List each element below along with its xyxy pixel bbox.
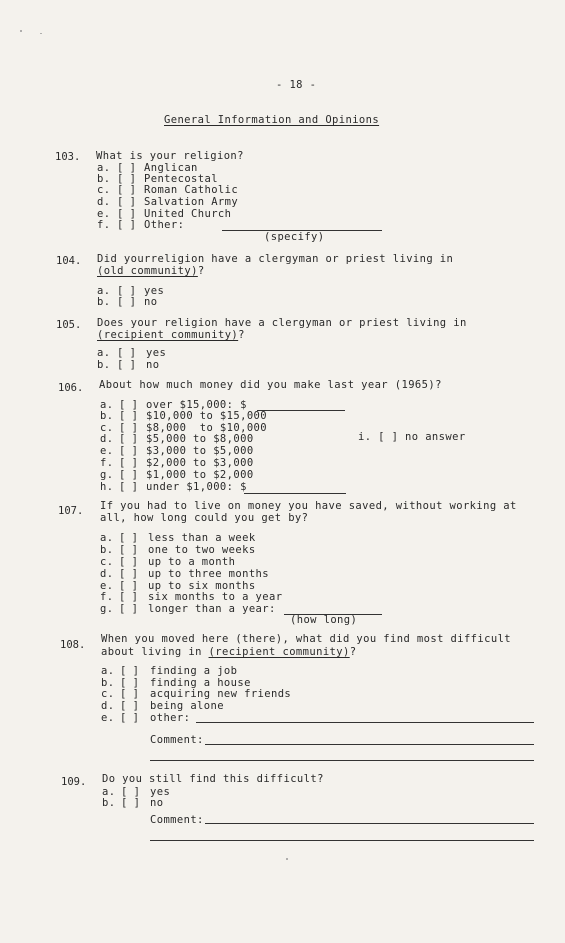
option-label: yes <box>144 285 165 297</box>
paper-speck <box>20 30 22 32</box>
question-text: What is your religion? <box>96 150 244 162</box>
checkbox[interactable]: [ ] <box>119 457 138 469</box>
option-label: Pentecostal <box>144 173 218 185</box>
option-letter: d. <box>97 196 111 208</box>
option-label: $10,000 to $15,000 <box>146 410 267 422</box>
option-label: six months to a year <box>148 591 283 603</box>
checkbox[interactable]: [ ] <box>121 797 140 809</box>
checkbox[interactable]: [ ] <box>119 469 138 481</box>
option-letter: e. <box>100 445 114 457</box>
option-letter: c. <box>97 184 111 196</box>
question-number: 104. <box>56 255 82 267</box>
comment-line[interactable] <box>205 823 534 824</box>
option-label: yes <box>146 347 167 359</box>
checkbox[interactable]: [ ] <box>119 580 138 592</box>
question-number: 107. <box>58 505 84 517</box>
comment-label: Comment: <box>150 814 204 826</box>
checkbox[interactable]: [ ] <box>117 208 136 220</box>
option-label: $5,000 to $8,000 <box>146 433 254 445</box>
option-label: longer than a year: <box>148 603 276 615</box>
question-number: 106. <box>58 382 84 394</box>
checkbox[interactable]: [ ] <box>119 410 138 422</box>
checkbox[interactable]: [ ] <box>119 445 138 457</box>
option-label: finding a job <box>150 665 238 677</box>
checkbox[interactable]: [ ] <box>117 162 136 174</box>
option-label: no <box>150 797 164 809</box>
option-label: yes <box>150 786 171 798</box>
comment-line[interactable] <box>150 760 534 761</box>
checkbox[interactable]: [ ] <box>119 544 138 556</box>
question-text: Does your religion have a clergyman or priest living in <box>97 317 467 329</box>
answer-line[interactable] <box>244 493 346 494</box>
option-letter: d. <box>100 568 114 580</box>
question-text-line2: (old community)? <box>97 265 205 277</box>
answer-line[interactable] <box>196 722 534 723</box>
checkbox[interactable]: [ ] <box>120 665 139 677</box>
option-letter: h. <box>100 481 114 493</box>
comment-line[interactable] <box>205 744 534 745</box>
option-letter: a. <box>97 347 111 359</box>
community-placeholder: (old community) <box>97 265 198 277</box>
checkbox[interactable]: [ ] <box>117 173 136 185</box>
option-letter: d. <box>100 433 114 445</box>
question-text-line2: (recipient community)? <box>97 329 245 341</box>
question-text: Do you still find this difficult? <box>102 773 324 785</box>
option-label: finding a house <box>150 677 251 689</box>
option-letter: a. <box>100 399 114 411</box>
how-long-caption: (how long) <box>290 614 358 626</box>
page-number: - 18 - <box>276 79 317 91</box>
question-text: When you moved here (there), what did you find most difficult <box>101 633 512 645</box>
option-letter: c. <box>100 556 114 568</box>
checkbox[interactable]: [ ] <box>119 532 138 544</box>
question-number: 108. <box>60 639 86 651</box>
question-number: 105. <box>56 319 82 331</box>
option-letter: b. <box>102 797 116 809</box>
specify-caption: (specify) <box>264 231 325 243</box>
checkbox[interactable]: [ ] <box>117 219 136 231</box>
checkbox[interactable]: [ ] <box>120 700 139 712</box>
option-letter: b. <box>101 677 115 689</box>
option-letter: e. <box>101 712 115 724</box>
option-letter: f. <box>100 591 114 603</box>
option-letter: g. <box>100 469 114 481</box>
option-letter: e. <box>100 580 114 592</box>
option-letter: b. <box>97 296 111 308</box>
comment-label: Comment: <box>150 734 204 746</box>
option-label: $3,000 to $5,000 <box>146 445 254 457</box>
option-label: no <box>144 296 158 308</box>
option-label: no <box>146 359 160 371</box>
option-label: under $1,000: $ <box>146 481 247 493</box>
option-letter: f. <box>100 457 114 469</box>
checkbox[interactable]: [ ] <box>117 296 136 308</box>
option-label: Anglican <box>144 162 198 174</box>
option-letter: g. <box>100 603 114 615</box>
no-answer-option[interactable]: i. [ ] no answer <box>358 431 466 443</box>
option-label: up to six months <box>148 580 256 592</box>
option-label: United Church <box>144 208 232 220</box>
option-letter: e. <box>97 208 111 220</box>
checkbox[interactable]: [ ] <box>119 556 138 568</box>
answer-line[interactable] <box>257 410 345 411</box>
question-number: 103. <box>55 151 81 163</box>
option-label: Roman Catholic <box>144 184 239 196</box>
paper-speck <box>40 33 42 34</box>
option-letter: b. <box>100 410 114 422</box>
option-letter: b. <box>97 173 111 185</box>
option-label: one to two weeks <box>148 544 256 556</box>
option-label: Salvation Army <box>144 196 239 208</box>
paper-speck <box>286 858 288 860</box>
option-label: being alone <box>150 700 224 712</box>
option-label: Other: <box>144 219 185 231</box>
option-letter: d. <box>101 700 115 712</box>
option-letter: a. <box>97 162 111 174</box>
option-label: $1,000 to $2,000 <box>146 469 254 481</box>
checkbox[interactable]: [ ] <box>117 347 136 359</box>
question-text-line2: about living in (recipient community)? <box>101 646 357 658</box>
checkbox[interactable]: [ ] <box>117 359 136 371</box>
option-label: up to three months <box>148 568 269 580</box>
option-letter: a. <box>97 285 111 297</box>
option-letter: c. <box>100 422 114 434</box>
checkbox[interactable]: [ ] <box>119 481 138 493</box>
option-letter: a. <box>102 786 116 798</box>
community-placeholder: (recipient community) <box>97 329 239 341</box>
question-text: Did yourreligion have a clergyman or priest living in <box>97 253 454 265</box>
checkbox[interactable]: [ ] <box>119 603 138 615</box>
checkbox[interactable]: [ ] <box>119 399 138 411</box>
option-letter: b. <box>100 544 114 556</box>
option-label: up to a month <box>148 556 236 568</box>
question-number: 109. <box>61 776 87 788</box>
question-text: If you had to live on money you have saved, without working at <box>100 500 517 512</box>
checkbox[interactable]: [ ] <box>117 196 136 208</box>
option-letter: a. <box>100 532 114 544</box>
checkbox[interactable]: [ ] <box>120 677 139 689</box>
checkbox[interactable]: [ ] <box>117 184 136 196</box>
checkbox[interactable]: [ ] <box>119 422 138 434</box>
community-placeholder: (recipient community) <box>208 646 350 658</box>
checkbox[interactable]: [ ] <box>117 285 136 297</box>
option-letter: b. <box>97 359 111 371</box>
option-label: other: <box>150 712 191 724</box>
comment-line[interactable] <box>150 840 534 841</box>
checkbox[interactable]: [ ] <box>120 688 139 700</box>
checkbox[interactable]: [ ] <box>121 786 140 798</box>
option-letter: a. <box>101 665 115 677</box>
section-title: General Information and Opinions <box>164 114 380 126</box>
checkbox[interactable]: [ ] <box>119 568 138 580</box>
option-letter: c. <box>101 688 115 700</box>
question-text-line2: all, how long could you get by? <box>100 512 309 524</box>
question-text: About how much money did you make last year (1965)? <box>99 379 442 391</box>
option-letter: f. <box>97 219 111 231</box>
option-label: over $15,000: $ <box>146 399 247 411</box>
option-label: acquiring new friends <box>150 688 292 700</box>
checkbox[interactable]: [ ] <box>119 433 138 445</box>
option-label: $8,000 to $10,000 <box>146 422 267 434</box>
checkbox[interactable]: [ ] <box>119 591 138 603</box>
option-label: $2,000 to $3,000 <box>146 457 254 469</box>
option-label: less than a week <box>148 532 256 544</box>
checkbox[interactable]: [ ] <box>120 712 139 724</box>
